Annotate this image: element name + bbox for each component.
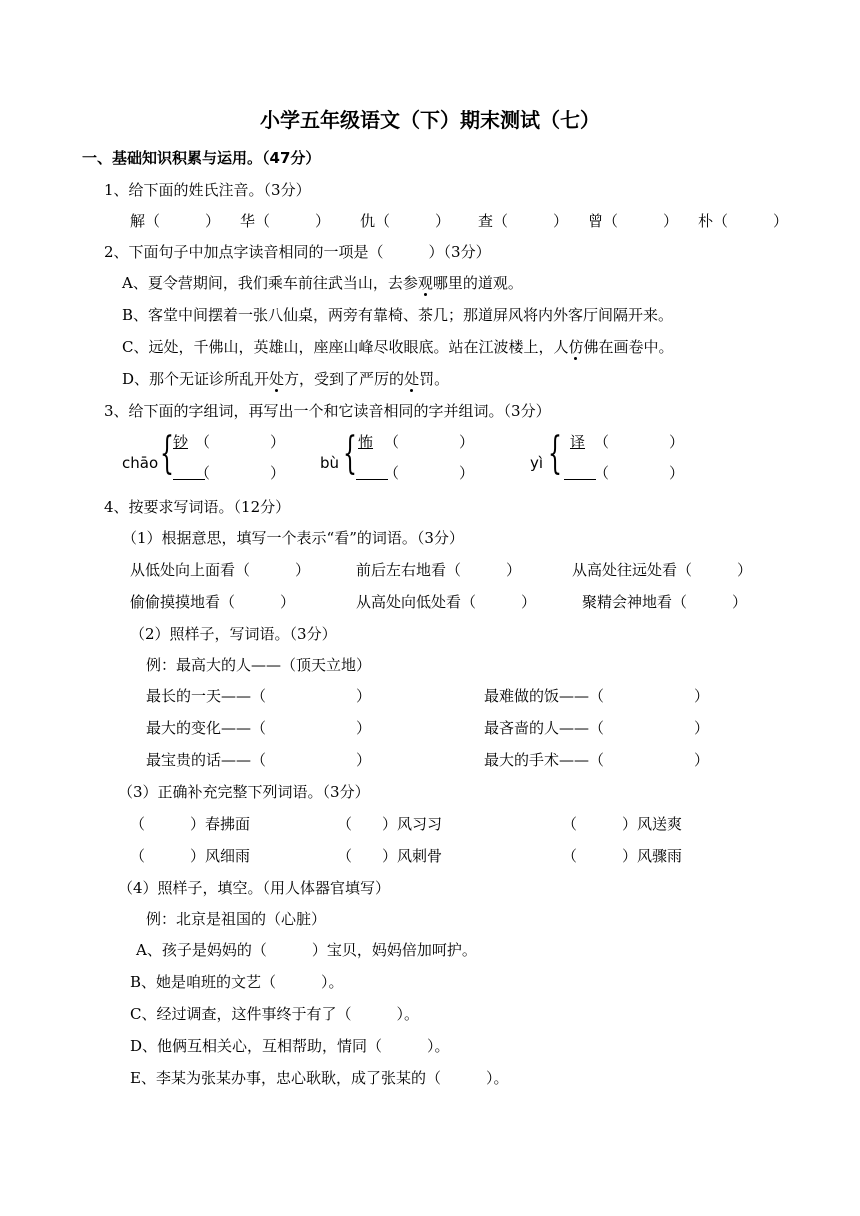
q2-d-text-end: 罚。 [419, 370, 450, 388]
q3-blank: （ ） [594, 464, 685, 482]
q3-char: 怖 [358, 433, 374, 451]
q4-p1-item: 从高处往远处看（ ） [572, 561, 753, 579]
q2-c-dotted: 仿 [568, 338, 584, 356]
q1-item: 查（ ） [478, 212, 569, 230]
q1-item: 仇（ ） [360, 212, 451, 230]
q2-option-b: B、客堂中间摆着一张八仙桌，两旁有靠椅、茶几；那道屏风将内外客厅间隔开来。 [122, 306, 674, 324]
q3-pinyin: yì [530, 454, 544, 472]
q4-p3-item: （ ）风细雨 [130, 847, 251, 865]
q4-part-4: （4）照样子，填空。（用人体器官填写） [118, 879, 391, 897]
q3-blank: （ ） [594, 433, 685, 451]
q4-part-1: （1）根据意思，填写一个表示“看”的词语。（3分） [122, 529, 464, 547]
q2-d-text-mid: 方，受到了严厉的 [284, 370, 405, 388]
q4-p4-item: D、他俩互相关心，互相帮助，情同（ ）。 [130, 1037, 450, 1055]
q4-p2-item: 最大的手术——（ ） [484, 751, 710, 769]
q4-p4-item: B、她是咱班的文艺（ ）。 [130, 973, 344, 991]
q4-p2-item: 最大的变化——（ ） [146, 719, 372, 737]
brace-icon: { [160, 428, 174, 479]
q2-option-a [122, 273, 523, 293]
brace-icon: { [548, 428, 562, 479]
q2-d-dotted-1: 处 [269, 370, 285, 388]
q2-d-text: D、那个无证诊所乱开 [122, 370, 270, 388]
q2-a-dotted: 观 [417, 274, 433, 292]
section-1-heading: 一、基础知识积累与运用。（47分） [82, 149, 321, 167]
q2-c-text: C、远处，千佛山，英雄山，座座山峰尽收眼底。站在江波楼上，人 [122, 338, 569, 356]
q4-p2-item: 最难做的饭——（ ） [484, 687, 710, 705]
question-1: 1、给下面的姓氏注音。（3分） [104, 181, 311, 199]
q4-p4-item: A、孩子是妈妈的（ ）宝贝，妈妈倍加呵护。 [136, 941, 477, 959]
q3-blank: （ ） [195, 464, 286, 482]
q4-p4-example: 例：北京是祖国的（心脏） [146, 910, 327, 928]
q4-part-2: （2）照样子，写词语。（3分） [130, 625, 337, 643]
q3-pinyin: bù [320, 454, 340, 472]
q4-p1-item: 前后左右地看（ ） [356, 561, 522, 579]
q1-item: 解（ ） [130, 212, 221, 230]
q4-p3-item: （ ）风刺骨 [337, 847, 443, 865]
q4-p1-item: 聚精会神地看（ ） [582, 593, 748, 611]
q4-p1-item: 从低处向上面看（ ） [130, 561, 311, 579]
q2-a-text-end: 哪里的道观。 [432, 274, 523, 292]
question-3: 3、给下面的字组词，再写出一个和它读音相同的字并组词。（3分） [104, 402, 551, 420]
q4-p4-item: E、李某为张某办事，忠心耿耿，成了张某的（ ）。 [130, 1069, 509, 1087]
q3-blank: （ ） [384, 464, 475, 482]
question-4: 4、按要求写词语。（12分） [104, 498, 291, 516]
q4-part-3: （3）正确补充完整下列词语。（3分） [118, 783, 370, 801]
q4-p2-item: 最长的一天——（ ） [146, 687, 372, 705]
q1-item: 华（ ） [240, 212, 331, 230]
q4-p3-item: （ ）风习习 [337, 815, 443, 833]
q3-blank: （ ） [195, 433, 286, 451]
q2-option-d [122, 369, 449, 389]
q3-blank-line [564, 463, 596, 483]
q4-p2-example: 例：最高大的人——（顶天立地） [146, 656, 372, 674]
q4-p2-item: 最宝贵的话——（ ） [146, 751, 372, 769]
q3-char: 钞 [173, 433, 189, 451]
q1-item: 朴（ ） [698, 212, 789, 230]
q2-d-dotted-2: 处 [404, 370, 420, 388]
q4-p3-item: （ ）春拂面 [130, 815, 251, 833]
q2-option-c [122, 337, 674, 357]
q4-p1-item: 偷偷摸摸地看（ ） [130, 593, 296, 611]
q4-p3-item: （ ）风骤雨 [562, 847, 683, 865]
question-2: 2、下面句子中加点字读音相同的一项是（ ）（3分） [104, 243, 491, 261]
q3-pinyin: chāo [122, 454, 159, 472]
q3-char: 译 [570, 433, 586, 451]
q4-p3-item: （ ）风送爽 [562, 815, 683, 833]
q4-p2-item: 最吝啬的人——（ ） [484, 719, 710, 737]
q4-p1-item: 从高处向低处看（ ） [356, 593, 537, 611]
q2-a-text: A、夏令营期间，我们乘车前往武当山，去参 [122, 274, 418, 292]
page-title: 小学五年级语文（下）期末测试（七） [260, 108, 600, 132]
q3-blank: （ ） [384, 433, 475, 451]
q2-c-text-end: 佛在画卷中。 [583, 338, 674, 356]
q1-item: 曾（ ） [588, 212, 679, 230]
brace-icon: { [343, 428, 357, 479]
q4-p4-item: C、经过调查，这件事终于有了（ ）。 [130, 1005, 419, 1023]
